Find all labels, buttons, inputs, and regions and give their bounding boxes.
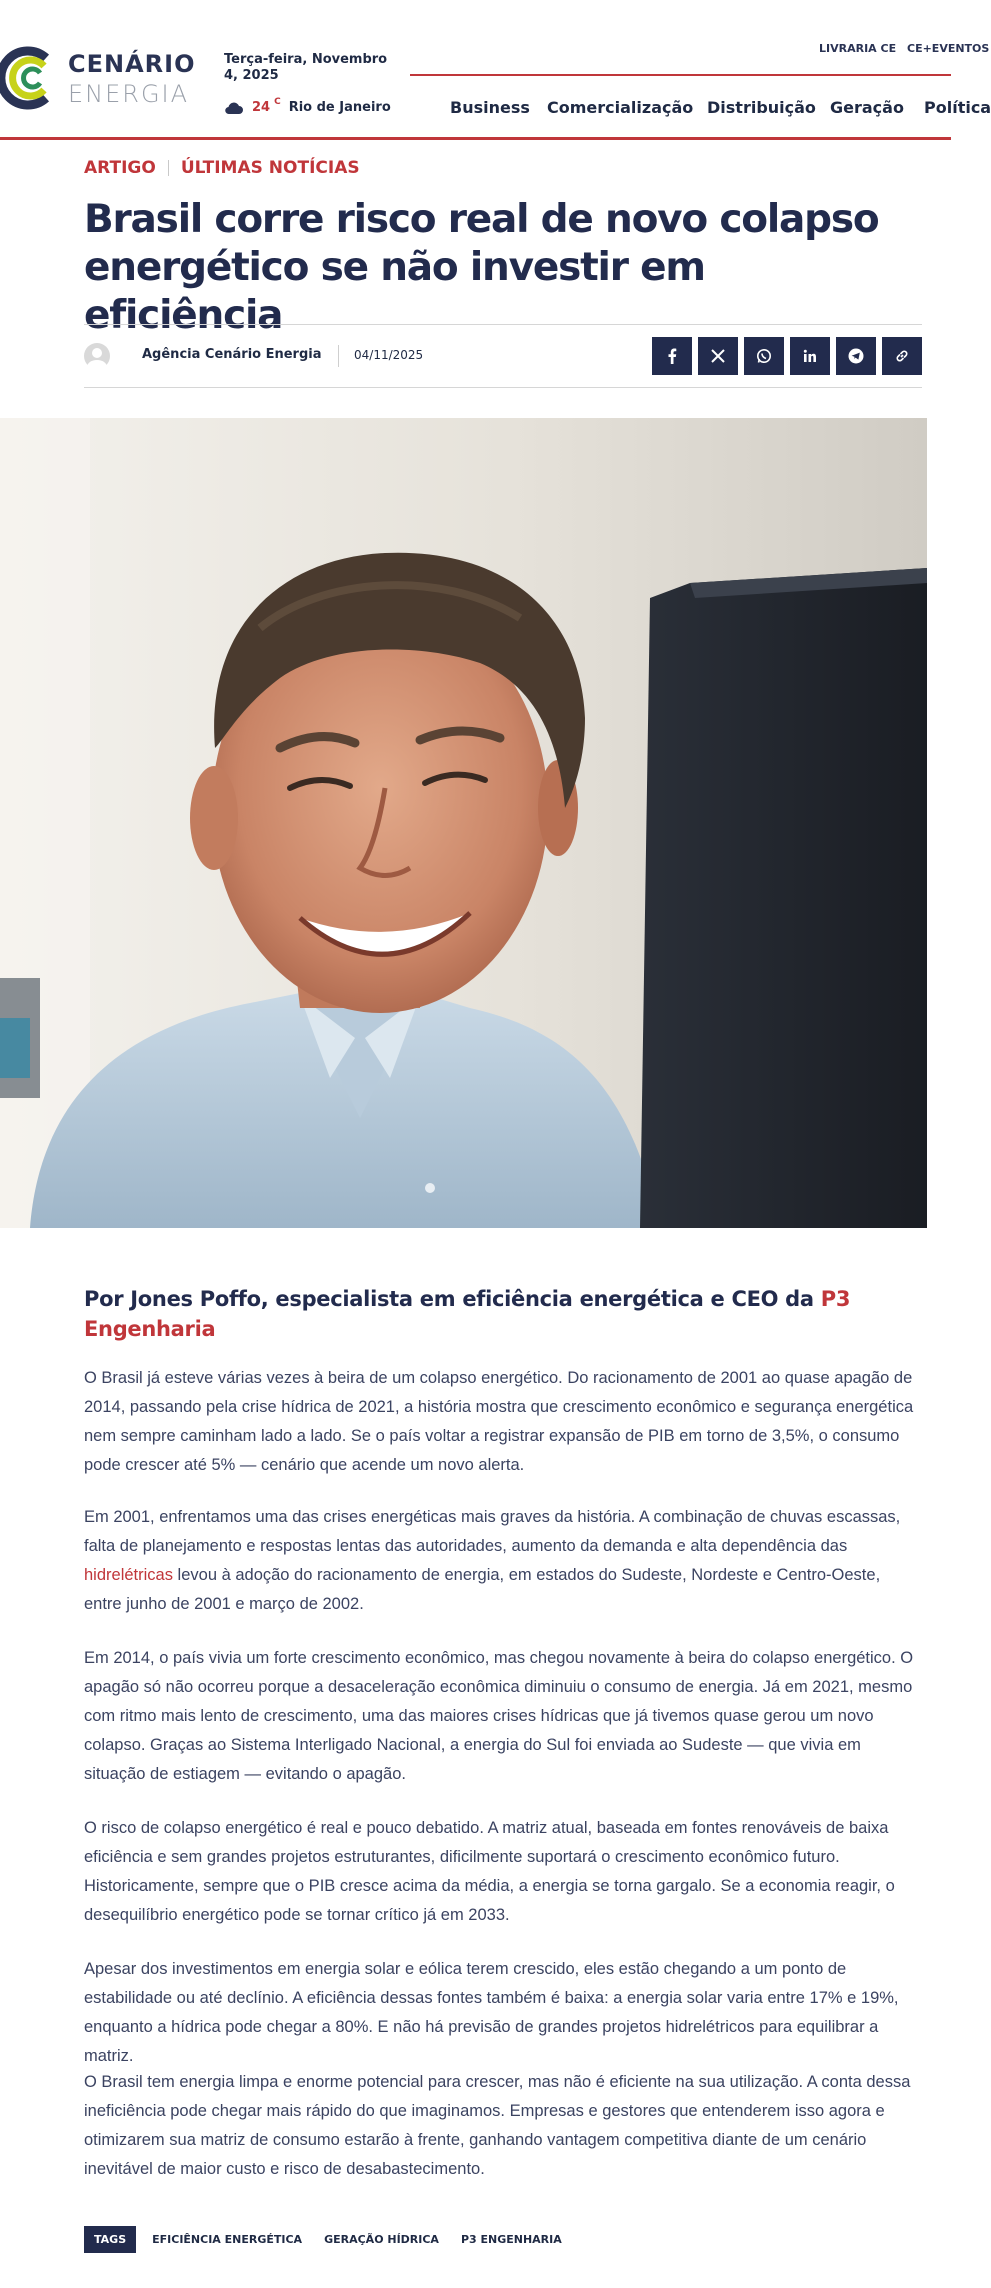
- weather-widget: [224, 96, 391, 115]
- breadcrumb-separator: [168, 160, 169, 176]
- site-logo[interactable]: [0, 42, 196, 122]
- article-meta: [84, 324, 922, 388]
- copy-link-button[interactable]: [882, 337, 922, 375]
- nav-item-politica[interactable]: Política: [924, 98, 991, 117]
- logo-mark-icon: [0, 46, 58, 110]
- telegram-icon: [848, 348, 864, 364]
- current-date: Terça-feira, Novembro 4, 2025: [224, 52, 388, 83]
- x-icon: [711, 349, 725, 363]
- article-paragraph: [84, 1503, 922, 1619]
- share-linkedin-button[interactable]: [790, 337, 830, 375]
- p3-engenharia-link[interactable]: P3 Engenharia: [84, 1287, 851, 1341]
- article-paragraph: O Brasil tem energia limpa e enorme potencial para crescer, mas não é eficiente na sua utilização. A conta dessa ineficiência pode chegar mais rápido do que imaginamos. Empresas e gestores que entenderem isso agora e otimizarem sua matriz de consumo estarão à frente, ganhando vantagem competitiva diante de um cenário inevitável de maior custo e risco de desabastecimento.: [84, 2073, 911, 2178]
- share-buttons: [652, 337, 922, 375]
- whatsapp-icon: [756, 348, 772, 364]
- author-avatar[interactable]: [84, 343, 110, 369]
- article-paragraph: O Brasil já esteve várias vezes à beira de um colapso energético. Do racionamento de 2001 ao quase apagão de 2014, passando pela crise hídrica de 2021, a história mostra que crescimento econômico e segurança energética nem sempre caminham lado a lado. Se o país voltar a registrar expansão de PIB em torno de 3,5%, o consumo pode crescer até 5% — cenário que acende um novo alerta.: [84, 1369, 914, 1474]
- nav-item-comercializacao[interactable]: Comercialização: [547, 98, 694, 117]
- nav-item-distribuicao[interactable]: Distribuição: [707, 98, 816, 117]
- link-icon: [895, 349, 909, 363]
- share-whatsapp-button[interactable]: [744, 337, 784, 375]
- top-links: [410, 40, 990, 76]
- portrait-illustration: [0, 418, 927, 1228]
- tags-label: TAGS: [84, 2226, 136, 2253]
- main-nav: [410, 98, 991, 122]
- weather-temp: 24: [252, 100, 271, 115]
- paragraph-text: Em 2001, enfrentamos uma das crises energéticas mais graves da história. A combinação de chuvas escassas, falta de planejamento e respostas lentas das autoridades, aumento da demanda e alta dependência das: [84, 1508, 901, 1555]
- facebook-icon: [667, 348, 677, 364]
- top-link-livraria[interactable]: LIVRARIA CE: [819, 42, 897, 55]
- top-link-eventos[interactable]: CE+EVENTOS: [907, 42, 990, 55]
- linkedin-icon: [803, 349, 817, 363]
- logo-text-energia: ENERGIA: [68, 80, 190, 108]
- tag-p3-engenharia[interactable]: P3 ENGENHARIA: [460, 2233, 562, 2246]
- article-title: Brasil corre risco real de novo colapso energético se não investir em eficiência: [84, 197, 879, 338]
- tag-eficiencia-energetica[interactable]: EFICIÊNCIA ENERGÉTICA: [152, 2233, 303, 2246]
- publish-date: 04/11/2025: [354, 348, 424, 362]
- byline-text: Por Jones Poffo, especialista em eficiência energética e CEO da: [84, 1287, 821, 1311]
- share-x-button[interactable]: [698, 337, 738, 375]
- article-paragraph: Em 2014, o país vivia um forte crescimento econômico, mas chegou novamente à beira do colapso energético. O apagão só não ocorreu porque a desaceleração econômica diminuiu o consumo de energia. Já em 2021, mesmo com ritmo mais lento de crescimento, uma das maiores crises hídricas que já tivemos quase gerou um novo colapso. Graças ao Sistema Interligado Nacional, a energia do Sul foi enviada ao Sudeste — que vivia em situação de estiagem — evitando o apagão.: [84, 1649, 914, 1783]
- article-featured-image: [0, 418, 927, 1228]
- article-paragraph: Apesar dos investimentos em energia solar e eólica terem crescido, eles estão chegando a um ponto de estabilidade ou até declínio. A eficiência dessas fontes também é baixa: a energia solar varia entre 17% e 19%, enquanto a hídrica pode chegar a 80%. E não há previsão de grandes projetos hidrelétricos para equilibrar a matriz.: [84, 1960, 899, 2065]
- category-artigo[interactable]: ARTIGO: [84, 158, 156, 178]
- article-tags: [84, 2226, 568, 2253]
- meta-divider: [338, 345, 339, 367]
- nav-item-business[interactable]: Business: [450, 98, 530, 117]
- logo-text-cenario: CENÁRIO: [68, 50, 196, 78]
- hidreletricas-link[interactable]: hidrelétricas: [84, 1566, 173, 1584]
- weather-city: Rio de Janeiro: [288, 100, 391, 115]
- share-facebook-button[interactable]: [652, 337, 692, 375]
- category-ultimas-noticias[interactable]: ÚLTIMAS NOTÍCIAS: [180, 158, 360, 178]
- weather-unit: C: [274, 96, 281, 107]
- paragraph-text: levou à adoção do racionamento de energia, em estados do Sudeste, Nordeste e Centro-Oeste, entre junho de 2001 e março de 2002.: [84, 1566, 881, 1613]
- breadcrumb: [84, 158, 360, 178]
- nav-item-geracao[interactable]: Geração: [830, 98, 904, 117]
- author-name[interactable]: Agência Cenário Energia: [142, 347, 322, 362]
- tag-geracao-hidrica[interactable]: GERAÇÃO HÍDRICA: [324, 2233, 439, 2246]
- cloud-icon: [224, 101, 244, 115]
- article-paragraph: O risco de colapso energético é real e pouco debatido. A matriz atual, baseada em fontes renováveis de baixa eficiência e sem grandes projetos estruturantes, dificilmente suportará o crescimento econômico futuro. Historicamente, sempre que o PIB cresce acima da média, a energia se torna gargalo. Se a economia reagir, o desequilíbrio energético pode se tornar crítico já em 2033.: [84, 1819, 895, 1924]
- site-header: [0, 0, 991, 140]
- share-telegram-button[interactable]: [836, 337, 876, 375]
- article-byline: [84, 1284, 884, 1344]
